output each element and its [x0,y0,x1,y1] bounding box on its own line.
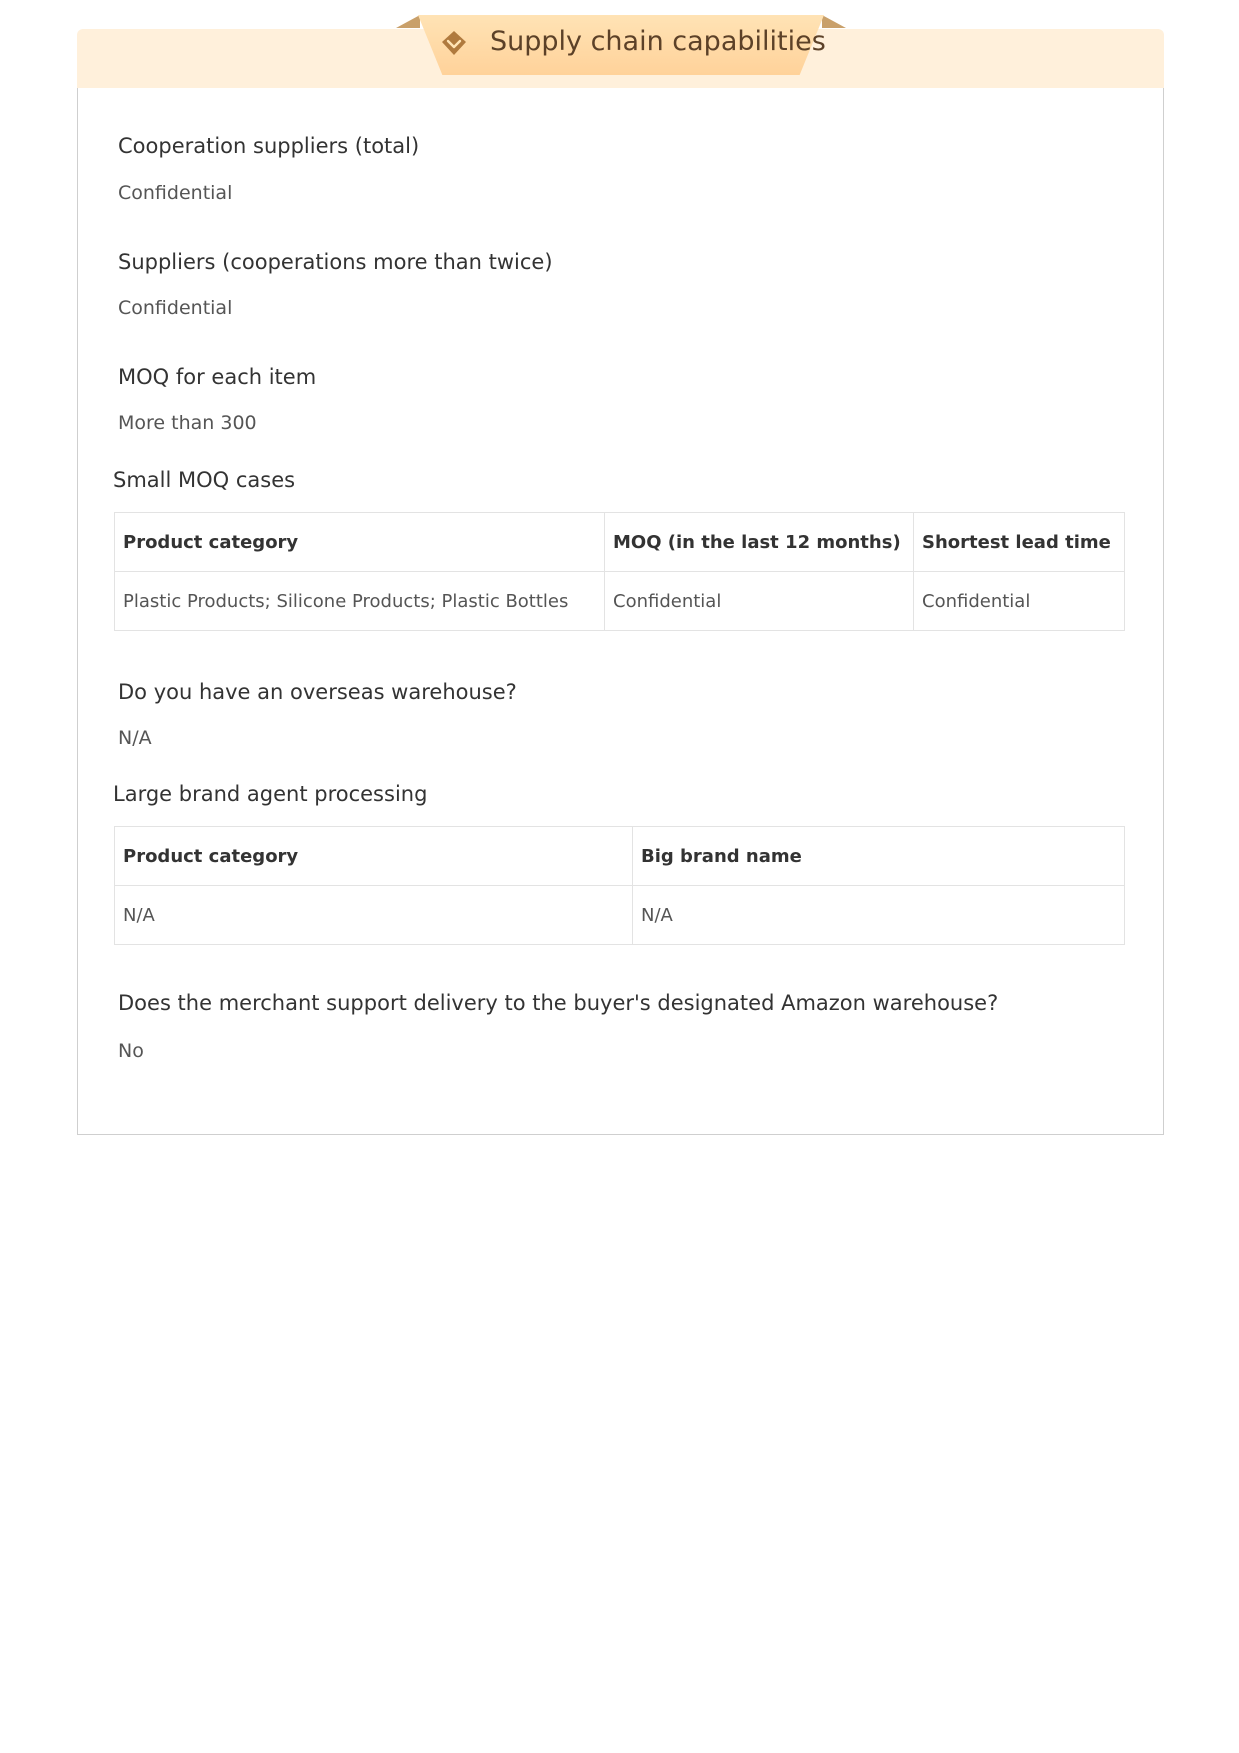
table-cell: N/A [633,886,1125,945]
column-header: Product category [115,513,605,572]
field-label-moq: MOQ for each item [118,365,317,389]
table-header-row [115,513,1125,572]
section-title: Supply chain capabilities [490,26,826,57]
field-label-repeat-suppliers: Suppliers (cooperations more than twice) [118,250,553,274]
column-header: Big brand name [633,827,1125,886]
table-cell: N/A [115,886,633,945]
field-value-moq: More than 300 [118,412,257,434]
field-value-cooperation-suppliers: Confidential [118,182,233,204]
column-header: MOQ (in the last 12 months) [605,513,914,572]
table-cell: Confidential [914,572,1125,631]
brand-agent-title: Large brand agent processing [113,782,428,806]
ribbon-fold-left [396,15,420,28]
small-moq-table [114,512,1125,631]
field-value-overseas-warehouse: N/A [118,727,152,749]
table-row [115,572,1125,631]
column-header: Product category [115,827,633,886]
table-row [115,886,1125,945]
table-cell: Plastic Products; Silicone Products; Plastic Bottles [115,572,605,631]
field-label-cooperation-suppliers: Cooperation suppliers (total) [118,134,420,158]
field-value-repeat-suppliers: Confidential [118,297,233,319]
table-cell: Confidential [605,572,914,631]
column-header: Shortest lead time [914,513,1125,572]
small-moq-title: Small MOQ cases [113,468,296,492]
field-value-amazon-delivery: No [118,1040,144,1062]
brand-agent-table [114,826,1125,945]
field-label-overseas-warehouse: Do you have an overseas warehouse? [118,680,517,704]
diamond-badge-icon [440,29,468,57]
table-header-row [115,827,1125,886]
field-label-amazon-delivery: Does the merchant support delivery to the buyer's designated Amazon warehouse? [118,991,999,1015]
